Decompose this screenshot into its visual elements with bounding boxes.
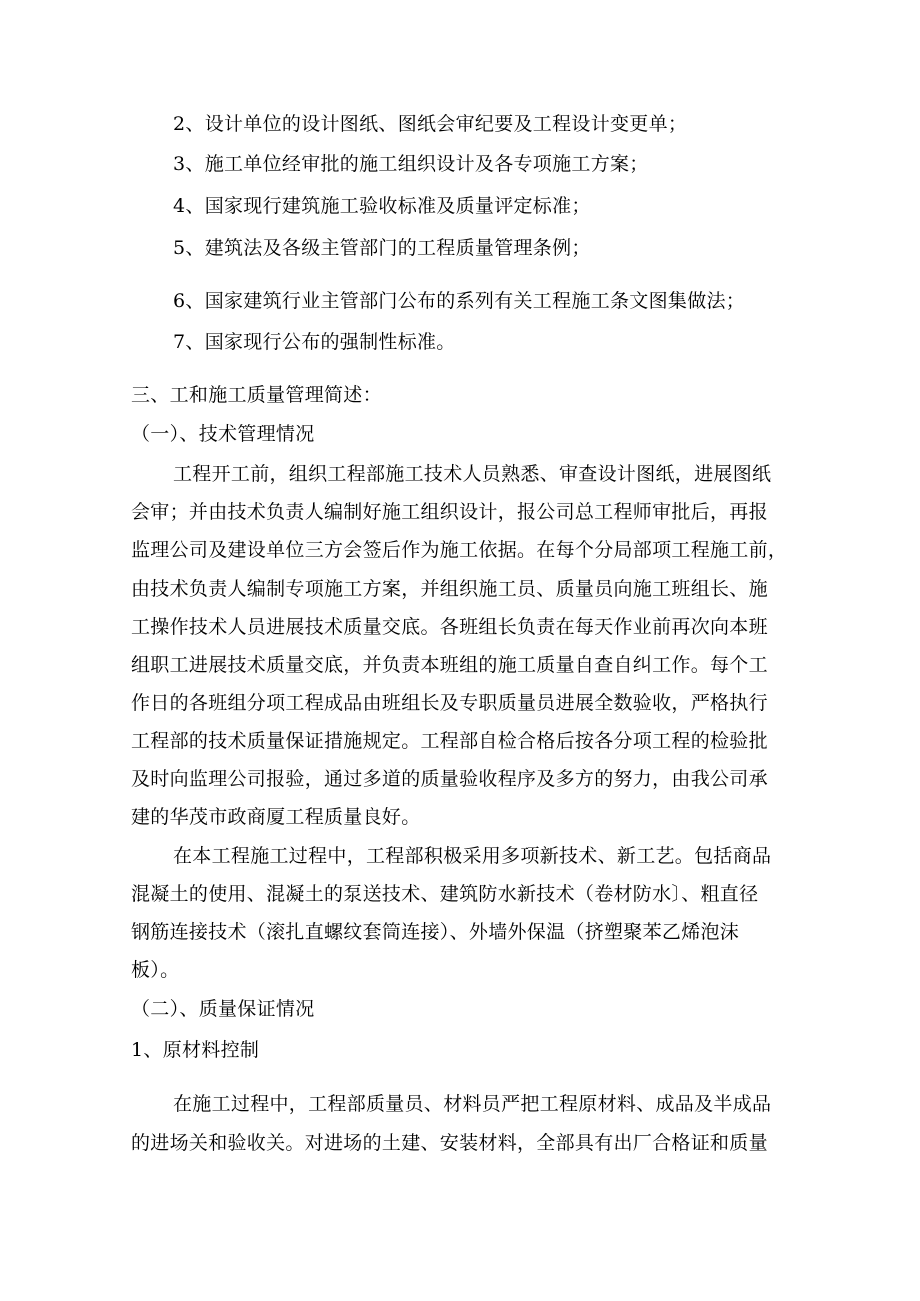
tech-paragraph-line: 由技术负责人编制专项施工方案，并组织施工员、质量员向施工班组长、施 — [131, 578, 768, 600]
tech-paragraph-line: 监理公司及建设单位三方会签后作为施工依据。在每个分局部项工程施工前， — [131, 539, 788, 561]
tech-paragraph-line: 作日的各班组分项工程成品由班组长及专职质量员进展全数验收，严格执行 — [131, 692, 768, 714]
tech-paragraph-line: 工程开工前，组织工程部施工技术人员熟悉、审查设计图纸，进展图纸 — [173, 463, 772, 485]
section-three-heading: 三、工和施工质量管理简述： — [131, 384, 382, 406]
basis-item-7: 7、国家现行公布的强制性标准。 — [173, 331, 456, 353]
newtech-paragraph-line: 混凝土的使用、混凝土的泵送技术、建筑防水新技术（卷材防水〕、粗直径 — [131, 883, 759, 905]
newtech-paragraph-line: 钢筋连接技术（滚扎直螺纹套筒连接）、外墙外保温（挤塑聚苯乙烯泡沫 — [131, 921, 740, 943]
tech-paragraph-line: 工操作技术人员进展技术质量交底。各班组长负责在每天作业前再次向本班 — [131, 616, 768, 638]
newtech-paragraph-line: 在本工程施工过程中，工程部积极采用多项新技术、新工艺。包括商品 — [173, 845, 772, 867]
newtech-paragraph-line: 板）。 — [131, 959, 180, 981]
tech-paragraph-line: 建的华茂市政商厦工程质量良好。 — [131, 806, 421, 828]
tech-paragraph-line: 组职工进展技术质量交底，并负责本班组的施工质量自查自纠工作。每个工 — [131, 654, 768, 676]
material-paragraph-line: 的进场关和验收关。对进场的土建、安装材料，全部具有出厂合格证和质量 — [131, 1132, 768, 1154]
material-control-heading: 1、原材料控制 — [131, 1039, 260, 1061]
basis-item-4: 4、国家现行建筑施工验收标准及质量评定标准； — [173, 195, 591, 217]
material-paragraph-line: 在施工过程中，工程部质量员、材料员严把工程原材料、成品及半成品 — [173, 1093, 772, 1115]
basis-item-2: 2、设计单位的设计图纸、图纸会审纪要及工程设计变更单； — [173, 113, 688, 135]
basis-item-5: 5、建筑法及各级主管部门的工程质量管理条例； — [173, 237, 591, 259]
basis-item-6: 6、国家建筑行业主管部门公布的系列有关工程施工条文图集做法； — [173, 290, 746, 312]
subsection-two-heading: （二）、质量保证情况 — [131, 998, 315, 1020]
basis-item-3: 3、施工单位经审批的施工组织设计及各专项施工方案； — [173, 153, 649, 175]
tech-paragraph-line: 及时向监理公司报验，通过多道的质量验收程序及多方的努力，由我公司承 — [131, 768, 768, 790]
subsection-one-heading: （一）、技术管理情况 — [131, 423, 315, 445]
tech-paragraph-line: 工程部的技术质量保证措施规定。工程部自检合格后按各分项工程的检验批 — [131, 730, 768, 752]
tech-paragraph-line: 会审；并由技术负责人编制好施工组织设计，报公司总工程师审批后，再报 — [131, 501, 768, 523]
